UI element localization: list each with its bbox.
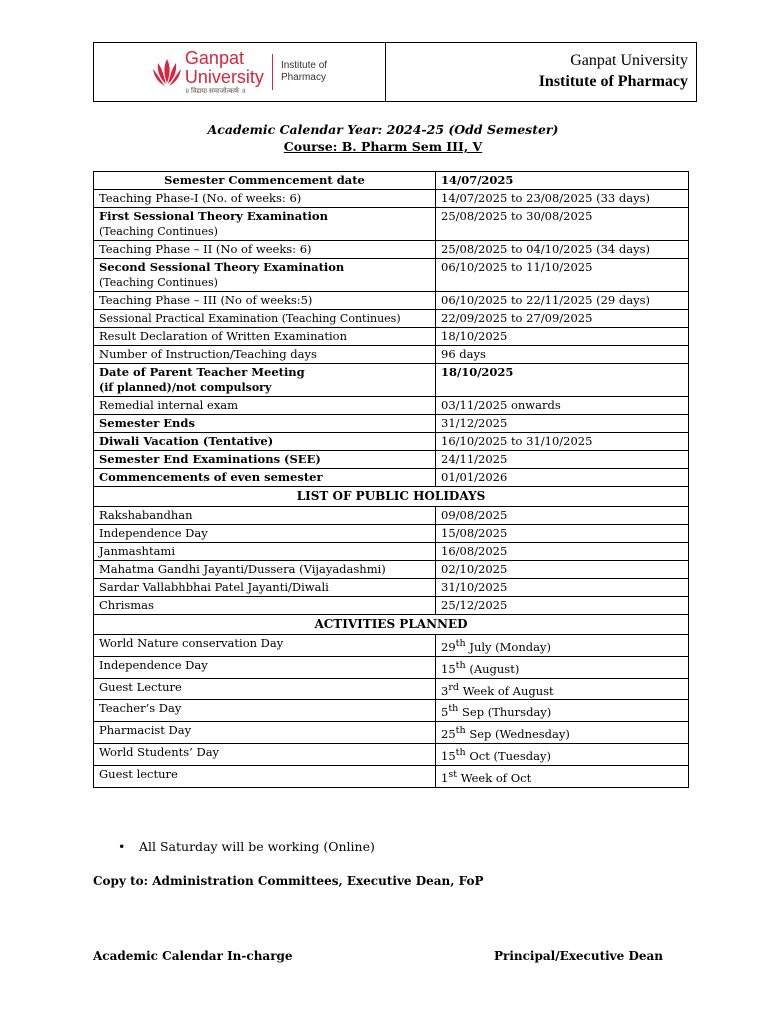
institute-name: Institute of Pharmacy	[538, 73, 688, 90]
activity-date-rest: Week of August	[459, 683, 554, 698]
row-label: Teaching Phase-I (No. of weeks: 6)	[94, 190, 436, 208]
activity-date-num: 25	[441, 727, 456, 742]
holiday-name: Rakshabandhan	[94, 507, 436, 525]
row-value: 25/08/2025 to 30/08/2025	[436, 208, 689, 241]
table-row	[94, 678, 689, 700]
table-row	[94, 525, 689, 543]
table-row	[94, 656, 689, 678]
row-label: Semester End Examinations (SEE)	[94, 451, 436, 469]
row-value: 24/11/2025	[436, 451, 689, 469]
commencement-label: Semester Commencement date	[94, 172, 436, 190]
table-row	[94, 507, 689, 525]
activity-name: Pharmacist Day	[94, 722, 436, 744]
table-row	[94, 364, 689, 397]
row-value: 16/10/2025 to 31/10/2025	[436, 433, 689, 451]
activity-date-num: 15	[441, 748, 456, 763]
table-row	[94, 241, 689, 259]
holiday-date: 02/10/2025	[436, 561, 689, 579]
calendar-table	[93, 171, 689, 788]
activity-date-rest: Week of Oct	[457, 770, 532, 785]
logo-institute-line-1: Institute of	[280, 59, 328, 71]
flame-logo-icon	[152, 53, 182, 91]
logo-institute	[281, 60, 327, 85]
holiday-name: Chrismas	[94, 597, 436, 615]
activity-name: World Nature conservation Day	[94, 635, 436, 657]
activities-title: ACTIVITIES PLANNED	[94, 615, 689, 635]
row-value: 14/07/2025 to 23/08/2025 (33 days)	[436, 190, 689, 208]
logo-text-ganpat: Ganpat	[184, 48, 244, 68]
table-row	[94, 469, 689, 487]
activity-name: Guest lecture	[94, 765, 436, 787]
table-row	[94, 635, 689, 657]
row-value: 25/08/2025 to 04/10/2025 (34 days)	[436, 241, 689, 259]
row-label: Remedial internal exam	[94, 397, 436, 415]
activity-date-cell	[436, 678, 689, 700]
table-row	[94, 208, 689, 241]
logo-institute-line-2: Pharmacy	[280, 72, 326, 83]
activity-date-num: 29	[441, 639, 456, 654]
table-row	[94, 310, 689, 328]
row-label-cell	[94, 364, 436, 397]
activity-name: Guest Lecture	[94, 678, 436, 700]
letterhead	[93, 42, 697, 102]
row-label: Commencements of even semester	[94, 469, 436, 487]
row-value: 18/10/2025	[436, 364, 689, 397]
activity-date-num: 3	[441, 683, 449, 698]
holiday-date: 25/12/2025	[436, 597, 689, 615]
activity-date-suffix: th	[455, 747, 466, 759]
table-row	[94, 744, 689, 766]
activity-date-cell	[436, 744, 689, 766]
row-label: Sessional Practical Examination (Teaching Continues)	[94, 310, 436, 328]
row-label: Date of Parent Teacher Meeting	[99, 365, 305, 379]
row-label: Semester Ends	[94, 415, 436, 433]
section-header-holidays	[94, 487, 689, 507]
activity-date-cell	[436, 700, 689, 722]
row-label: Result Declaration of Written Examination	[94, 328, 436, 346]
course-title: Course: B. Pharm Sem III, V	[283, 139, 483, 154]
signature-left: Academic Calendar In-charge	[93, 949, 293, 963]
row-sublabel: (Teaching Continues)	[99, 225, 218, 238]
activity-date-num: 15	[441, 661, 456, 676]
row-label-cell	[94, 259, 436, 292]
row-value: 31/12/2025	[436, 415, 689, 433]
activity-date-suffix: th	[455, 725, 466, 737]
activity-name: World Students’ Day	[94, 744, 436, 766]
activity-date-suffix: st	[448, 768, 458, 780]
activity-date-rest: July (Monday)	[465, 639, 551, 654]
row-label: Teaching Phase – III (No of weeks:5)	[94, 292, 436, 310]
signature-right: Principal/Executive Dean	[494, 949, 663, 963]
row-label: Second Sessional Theory Examination	[99, 260, 345, 274]
table-row	[94, 543, 689, 561]
table-row	[94, 415, 689, 433]
row-label: Teaching Phase – II (No of weeks: 6)	[94, 241, 436, 259]
table-row	[94, 292, 689, 310]
row-value: 03/11/2025 onwards	[436, 397, 689, 415]
activity-date-rest: Oct (Tuesday)	[465, 748, 551, 763]
table-row	[94, 765, 689, 787]
holiday-date: 15/08/2025	[436, 525, 689, 543]
activity-date-num: 1	[441, 770, 449, 785]
table-row	[94, 190, 689, 208]
row-value: 18/10/2025	[436, 328, 689, 346]
section-header-activities	[94, 615, 689, 635]
activity-date-rest: (August)	[465, 661, 520, 676]
note-text: All Saturday will be working (Online)	[139, 839, 375, 854]
table-row	[94, 328, 689, 346]
holiday-name: Mahatma Gandhi Jayanti/Dussera (Vijayadashmi)	[94, 561, 436, 579]
row-sublabel: (Teaching Continues)	[99, 276, 218, 289]
activity-date-cell	[436, 656, 689, 678]
activity-date-rest: Sep (Wednesday)	[465, 727, 570, 742]
row-value: 96 days	[436, 346, 689, 364]
table-row	[94, 561, 689, 579]
row-label: First Sessional Theory Examination	[99, 209, 328, 223]
university-logo	[152, 49, 327, 95]
activity-date-suffix: th	[455, 659, 466, 671]
logo-divider	[272, 54, 273, 90]
table-row	[94, 579, 689, 597]
holiday-date: 09/08/2025	[436, 507, 689, 525]
row-label-cell	[94, 208, 436, 241]
activity-date-cell	[436, 765, 689, 787]
logo-tagline: ॥ विद्यया समाजोत्कर्षः ॥	[184, 88, 246, 95]
activity-name: Teacher’s Day	[94, 700, 436, 722]
table-row	[94, 172, 689, 190]
table-row	[94, 700, 689, 722]
activity-date-cell	[436, 722, 689, 744]
row-sublabel: (if planned)/not compulsory	[99, 381, 272, 394]
row-value: 06/10/2025 to 11/10/2025	[436, 259, 689, 292]
activity-date-suffix: th	[448, 703, 459, 715]
table-row	[94, 597, 689, 615]
holiday-date: 16/08/2025	[436, 543, 689, 561]
table-row	[94, 346, 689, 364]
activity-date-cell	[436, 635, 689, 657]
note-item	[118, 839, 375, 854]
row-label: Number of Instruction/Teaching days	[94, 346, 436, 364]
table-row	[94, 451, 689, 469]
holiday-name: Independence Day	[94, 525, 436, 543]
activity-date-suffix: th	[455, 638, 466, 649]
commencement-value: 14/07/2025	[436, 172, 689, 190]
holiday-name: Janmashtami	[94, 543, 436, 561]
activity-date-rest: Sep (Thursday)	[458, 705, 552, 720]
table-row	[94, 722, 689, 744]
row-value: 06/10/2025 to 22/11/2025 (29 days)	[436, 292, 689, 310]
holidays-title: LIST OF PUBLIC HOLIDAYS	[94, 487, 689, 507]
table-row	[94, 259, 689, 292]
row-value: 01/01/2026	[436, 469, 689, 487]
calendar-title: Academic Calendar Year: 2024-25 (Odd Semester)	[207, 122, 559, 137]
bullet-icon: •	[118, 839, 126, 854]
logo-wordmark	[185, 49, 264, 95]
row-label: Diwali Vacation (Tentative)	[94, 433, 436, 451]
table-row	[94, 433, 689, 451]
row-value: 22/09/2025 to 27/09/2025	[436, 310, 689, 328]
holiday-date: 31/10/2025	[436, 579, 689, 597]
logo-cell	[94, 43, 386, 101]
institution-name-cell	[386, 43, 696, 101]
copy-to-line: Copy to: Administration Committees, Executive Dean, FoP	[93, 874, 484, 888]
activity-name: Independence Day	[94, 656, 436, 678]
activity-date-suffix: rd	[448, 681, 460, 693]
table-row	[94, 397, 689, 415]
university-name: Ganpat University	[570, 52, 688, 70]
activity-date-num: 5	[441, 705, 449, 720]
logo-text-university: University	[184, 67, 264, 87]
holiday-name: Sardar Vallabhbhai Patel Jayanti/Diwali	[94, 579, 436, 597]
